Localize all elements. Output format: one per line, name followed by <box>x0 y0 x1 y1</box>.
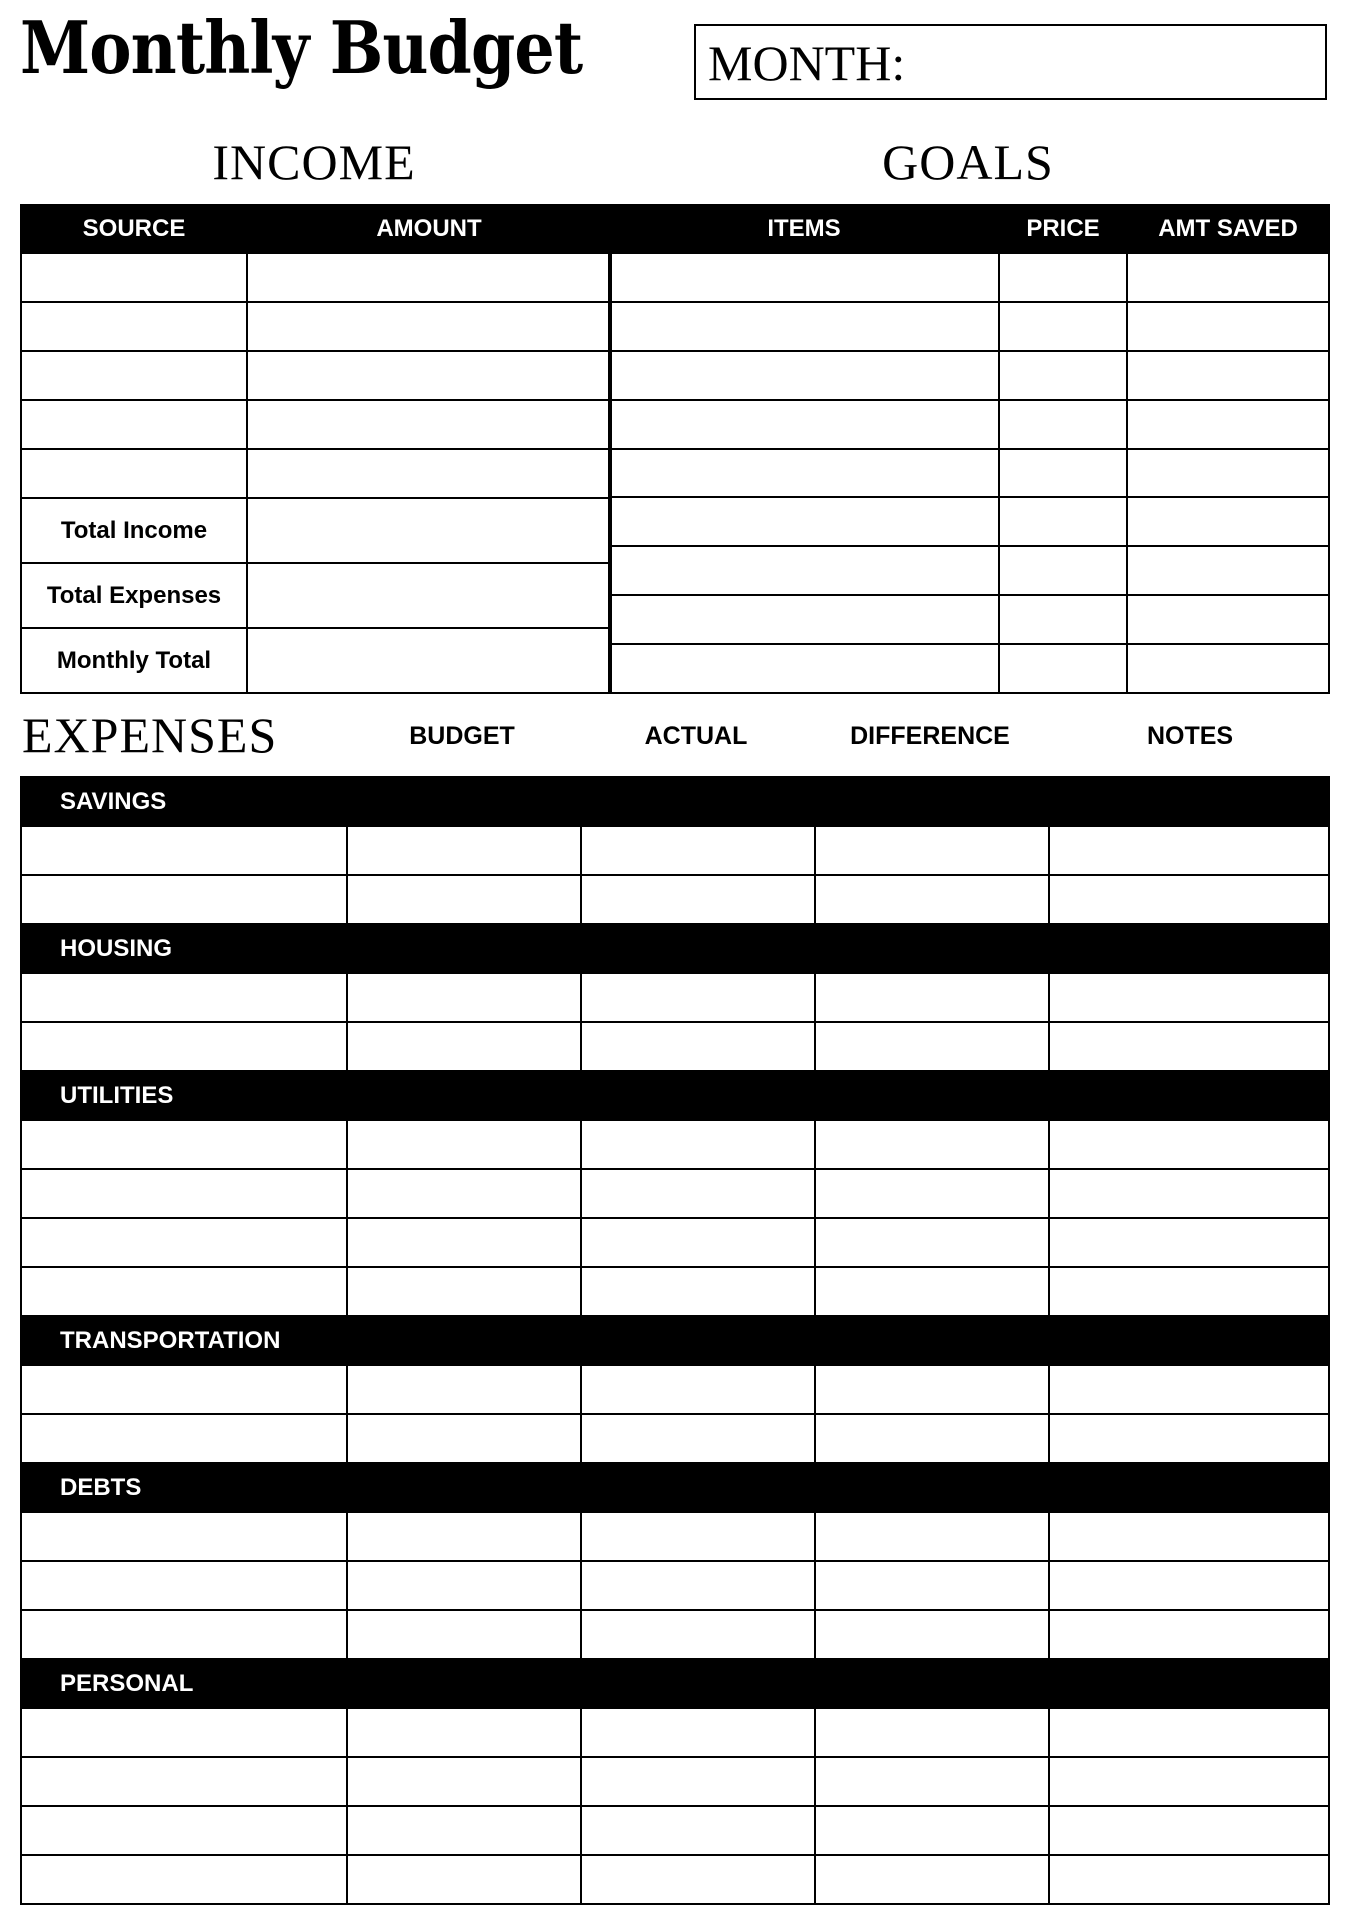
expense-budget-cell[interactable] <box>347 826 581 875</box>
expense-notes-cell[interactable] <box>1049 973 1329 1022</box>
income-row <box>21 400 611 449</box>
expense-actual-cell[interactable] <box>581 1169 815 1218</box>
goals-price-cell[interactable] <box>999 595 1127 644</box>
expense-row <box>21 1806 1329 1855</box>
expense-item-cell[interactable] <box>21 973 347 1022</box>
goals-title: GOALS <box>882 134 1054 190</box>
expense-row <box>21 826 1329 875</box>
income-source-cell[interactable] <box>21 302 247 351</box>
expense-actual-cell[interactable] <box>581 1218 815 1267</box>
goals-col-items: ITEMS <box>609 205 999 253</box>
expenses-col-notes: NOTES <box>1146 722 1234 750</box>
expense-item-cell[interactable] <box>21 875 347 924</box>
expense-difference-cell[interactable] <box>815 1561 1049 1610</box>
expense-row <box>21 1365 1329 1414</box>
expense-difference-cell[interactable] <box>815 1610 1049 1659</box>
expense-item-cell[interactable] <box>21 1218 347 1267</box>
goals-col-amt-saved: AMT SAVED <box>1127 205 1329 253</box>
expense-item-cell[interactable] <box>21 1561 347 1610</box>
goals-row <box>609 351 1329 400</box>
expense-notes-cell[interactable] <box>1049 1169 1329 1218</box>
expense-difference-cell[interactable] <box>815 1512 1049 1561</box>
expense-category-row <box>21 1463 1329 1512</box>
expense-budget-cell[interactable] <box>347 1757 581 1806</box>
expense-actual-cell[interactable] <box>581 1120 815 1169</box>
expense-difference-cell[interactable] <box>815 1806 1049 1855</box>
expense-item-cell[interactable] <box>21 1267 347 1316</box>
month-box <box>694 24 1327 100</box>
expense-actual-cell[interactable] <box>581 1561 815 1610</box>
expense-notes-cell[interactable] <box>1049 875 1329 924</box>
expense-actual-cell[interactable] <box>581 1855 815 1904</box>
income-total-label: Monthly Total <box>21 628 247 693</box>
expense-category-label: DEBTS <box>21 1463 1329 1512</box>
goals-saved-cell[interactable] <box>1127 595 1329 644</box>
expense-budget-cell[interactable] <box>347 1708 581 1757</box>
income-total-value-cell[interactable] <box>247 563 611 628</box>
income-total-value-cell[interactable] <box>247 498 611 563</box>
income-row <box>21 302 611 351</box>
expense-row <box>21 1267 1329 1316</box>
income-source-cell[interactable] <box>21 400 247 449</box>
goals-saved-cell[interactable] <box>1127 253 1329 302</box>
expenses-col-actual: ACTUAL <box>644 722 748 750</box>
goals-item-cell[interactable] <box>609 400 999 449</box>
expense-budget-cell[interactable] <box>347 1169 581 1218</box>
expense-budget-cell[interactable] <box>347 1806 581 1855</box>
goals-col-price: PRICE <box>999 205 1127 253</box>
expense-notes-cell[interactable] <box>1049 826 1329 875</box>
expense-category-label: SAVINGS <box>21 777 1329 826</box>
expense-actual-cell[interactable] <box>581 1267 815 1316</box>
goals-saved-cell[interactable] <box>1127 449 1329 498</box>
income-amount-cell[interactable] <box>247 253 611 302</box>
expense-notes-cell[interactable] <box>1049 1610 1329 1659</box>
expenses-title: EXPENSES <box>22 707 278 763</box>
income-col-source: SOURCE <box>21 205 247 253</box>
expense-difference-cell[interactable] <box>815 1022 1049 1071</box>
expense-row <box>21 875 1329 924</box>
expense-notes-cell[interactable] <box>1049 1855 1329 1904</box>
income-total-row <box>21 628 611 693</box>
goals-row <box>609 253 1329 302</box>
expense-row <box>21 1757 1329 1806</box>
income-amount-cell[interactable] <box>247 449 611 498</box>
expense-budget-cell[interactable] <box>347 1120 581 1169</box>
expense-item-cell[interactable] <box>21 1169 347 1218</box>
expense-notes-cell[interactable] <box>1049 1365 1329 1414</box>
income-source-cell[interactable] <box>21 253 247 302</box>
income-amount-cell[interactable] <box>247 400 611 449</box>
expense-notes-cell[interactable] <box>1049 1806 1329 1855</box>
expense-budget-cell[interactable] <box>347 1610 581 1659</box>
goals-price-cell[interactable] <box>999 351 1127 400</box>
income-col-amount: AMOUNT <box>247 205 611 253</box>
expense-category-row <box>21 1659 1329 1708</box>
expense-item-cell[interactable] <box>21 1708 347 1757</box>
expense-difference-cell[interactable] <box>815 1855 1049 1904</box>
expenses-table <box>20 776 1330 1905</box>
expense-item-cell[interactable] <box>21 826 347 875</box>
expense-actual-cell[interactable] <box>581 875 815 924</box>
goals-item-cell[interactable] <box>609 595 999 644</box>
expense-item-cell[interactable] <box>21 1855 347 1904</box>
goals-item-cell[interactable] <box>609 253 999 302</box>
expense-difference-cell[interactable] <box>815 1365 1049 1414</box>
goals-item-cell[interactable] <box>609 546 999 595</box>
expense-difference-cell[interactable] <box>815 1267 1049 1316</box>
expense-budget-cell[interactable] <box>347 1365 581 1414</box>
expense-category-label: PERSONAL <box>21 1659 1329 1708</box>
expense-notes-cell[interactable] <box>1049 1708 1329 1757</box>
goals-saved-cell[interactable] <box>1127 497 1329 546</box>
expense-row <box>21 973 1329 1022</box>
expense-budget-cell[interactable] <box>347 875 581 924</box>
month-input[interactable] <box>886 34 1310 92</box>
expense-row <box>21 1022 1329 1071</box>
expense-notes-cell[interactable] <box>1049 1120 1329 1169</box>
goals-price-cell[interactable] <box>999 253 1127 302</box>
goals-price-cell[interactable] <box>999 449 1127 498</box>
expense-row <box>21 1169 1329 1218</box>
expense-budget-cell[interactable] <box>347 1512 581 1561</box>
expense-difference-cell[interactable] <box>815 1708 1049 1757</box>
expense-row <box>21 1414 1329 1463</box>
expense-item-cell[interactable] <box>21 1365 347 1414</box>
month-label: MONTH: <box>708 35 906 91</box>
goals-price-cell[interactable] <box>999 400 1127 449</box>
expense-actual-cell[interactable] <box>581 1757 815 1806</box>
expense-actual-cell[interactable] <box>581 1414 815 1463</box>
expense-category-label: TRANSPORTATION <box>21 1316 1329 1365</box>
expense-actual-cell[interactable] <box>581 1806 815 1855</box>
expense-actual-cell[interactable] <box>581 973 815 1022</box>
expense-category-row <box>21 777 1329 826</box>
expense-row <box>21 1855 1329 1904</box>
income-source-cell[interactable] <box>21 351 247 400</box>
expense-item-cell[interactable] <box>21 1512 347 1561</box>
expense-difference-cell[interactable] <box>815 875 1049 924</box>
expense-notes-cell[interactable] <box>1049 1022 1329 1071</box>
expense-budget-cell[interactable] <box>347 973 581 1022</box>
expense-item-cell[interactable] <box>21 1414 347 1463</box>
expense-budget-cell[interactable] <box>347 1218 581 1267</box>
goals-price-cell[interactable] <box>999 644 1127 693</box>
expense-notes-cell[interactable] <box>1049 1267 1329 1316</box>
expenses-col-budget: BUDGET <box>409 722 515 750</box>
expense-row <box>21 1708 1329 1757</box>
expense-difference-cell[interactable] <box>815 1218 1049 1267</box>
page-title: Monthly Budget <box>20 5 583 90</box>
expense-actual-cell[interactable] <box>581 1708 815 1757</box>
expense-category-label: UTILITIES <box>21 1071 1329 1120</box>
expense-notes-cell[interactable] <box>1049 1512 1329 1561</box>
goals-saved-cell[interactable] <box>1127 400 1329 449</box>
goals-table <box>608 204 1330 694</box>
expense-actual-cell[interactable] <box>581 1512 815 1561</box>
expense-budget-cell[interactable] <box>347 1561 581 1610</box>
expense-budget-cell[interactable] <box>347 1267 581 1316</box>
income-total-row <box>21 498 611 563</box>
goals-row <box>609 302 1329 351</box>
expense-difference-cell[interactable] <box>815 1414 1049 1463</box>
goals-saved-cell[interactable] <box>1127 546 1329 595</box>
goals-row <box>609 595 1329 644</box>
expense-category-row <box>21 1071 1329 1120</box>
income-row <box>21 351 611 400</box>
expense-difference-cell[interactable] <box>815 973 1049 1022</box>
goals-row <box>609 400 1329 449</box>
goals-price-cell[interactable] <box>999 302 1127 351</box>
expense-item-cell[interactable] <box>21 1022 347 1071</box>
income-total-value-cell[interactable] <box>247 628 611 693</box>
goals-saved-cell[interactable] <box>1127 644 1329 693</box>
expense-row <box>21 1512 1329 1561</box>
expenses-col-difference: DIFFERENCE <box>850 722 1010 750</box>
expense-notes-cell[interactable] <box>1049 1218 1329 1267</box>
expense-row <box>21 1218 1329 1267</box>
goals-item-cell[interactable] <box>609 302 999 351</box>
expense-category-row <box>21 924 1329 973</box>
expense-notes-cell[interactable] <box>1049 1561 1329 1610</box>
expense-budget-cell[interactable] <box>347 1022 581 1071</box>
income-amount-cell[interactable] <box>247 302 611 351</box>
income-table <box>20 204 612 694</box>
goals-item-cell[interactable] <box>609 644 999 693</box>
goals-row <box>609 546 1329 595</box>
goals-saved-cell[interactable] <box>1127 302 1329 351</box>
expense-row <box>21 1610 1329 1659</box>
expense-item-cell[interactable] <box>21 1610 347 1659</box>
goals-price-cell[interactable] <box>999 546 1127 595</box>
expense-row <box>21 1561 1329 1610</box>
expense-actual-cell[interactable] <box>581 826 815 875</box>
expense-row <box>21 1120 1329 1169</box>
goals-row <box>609 644 1329 693</box>
income-row <box>21 449 611 498</box>
income-total-row <box>21 563 611 628</box>
goals-saved-cell[interactable] <box>1127 351 1329 400</box>
expense-actual-cell[interactable] <box>581 1365 815 1414</box>
income-total-label: Total Income <box>21 498 247 563</box>
expense-difference-cell[interactable] <box>815 1120 1049 1169</box>
expense-difference-cell[interactable] <box>815 826 1049 875</box>
expense-difference-cell[interactable] <box>815 1169 1049 1218</box>
expense-notes-cell[interactable] <box>1049 1757 1329 1806</box>
goals-item-cell[interactable] <box>609 351 999 400</box>
expense-budget-cell[interactable] <box>347 1855 581 1904</box>
expense-category-row <box>21 1316 1329 1365</box>
income-amount-cell[interactable] <box>247 351 611 400</box>
expense-category-label: HOUSING <box>21 924 1329 973</box>
expense-difference-cell[interactable] <box>815 1757 1049 1806</box>
income-title: INCOME <box>212 134 416 190</box>
goals-row <box>609 497 1329 546</box>
expense-actual-cell[interactable] <box>581 1610 815 1659</box>
expense-notes-cell[interactable] <box>1049 1414 1329 1463</box>
goals-item-cell[interactable] <box>609 497 999 546</box>
expense-item-cell[interactable] <box>21 1120 347 1169</box>
expense-budget-cell[interactable] <box>347 1414 581 1463</box>
expense-item-cell[interactable] <box>21 1757 347 1806</box>
expense-actual-cell[interactable] <box>581 1022 815 1071</box>
goals-price-cell[interactable] <box>999 497 1127 546</box>
income-total-label: Total Expenses <box>21 563 247 628</box>
goals-item-cell[interactable] <box>609 449 999 498</box>
expense-item-cell[interactable] <box>21 1806 347 1855</box>
income-source-cell[interactable] <box>21 449 247 498</box>
income-row <box>21 253 611 302</box>
goals-row <box>609 449 1329 498</box>
